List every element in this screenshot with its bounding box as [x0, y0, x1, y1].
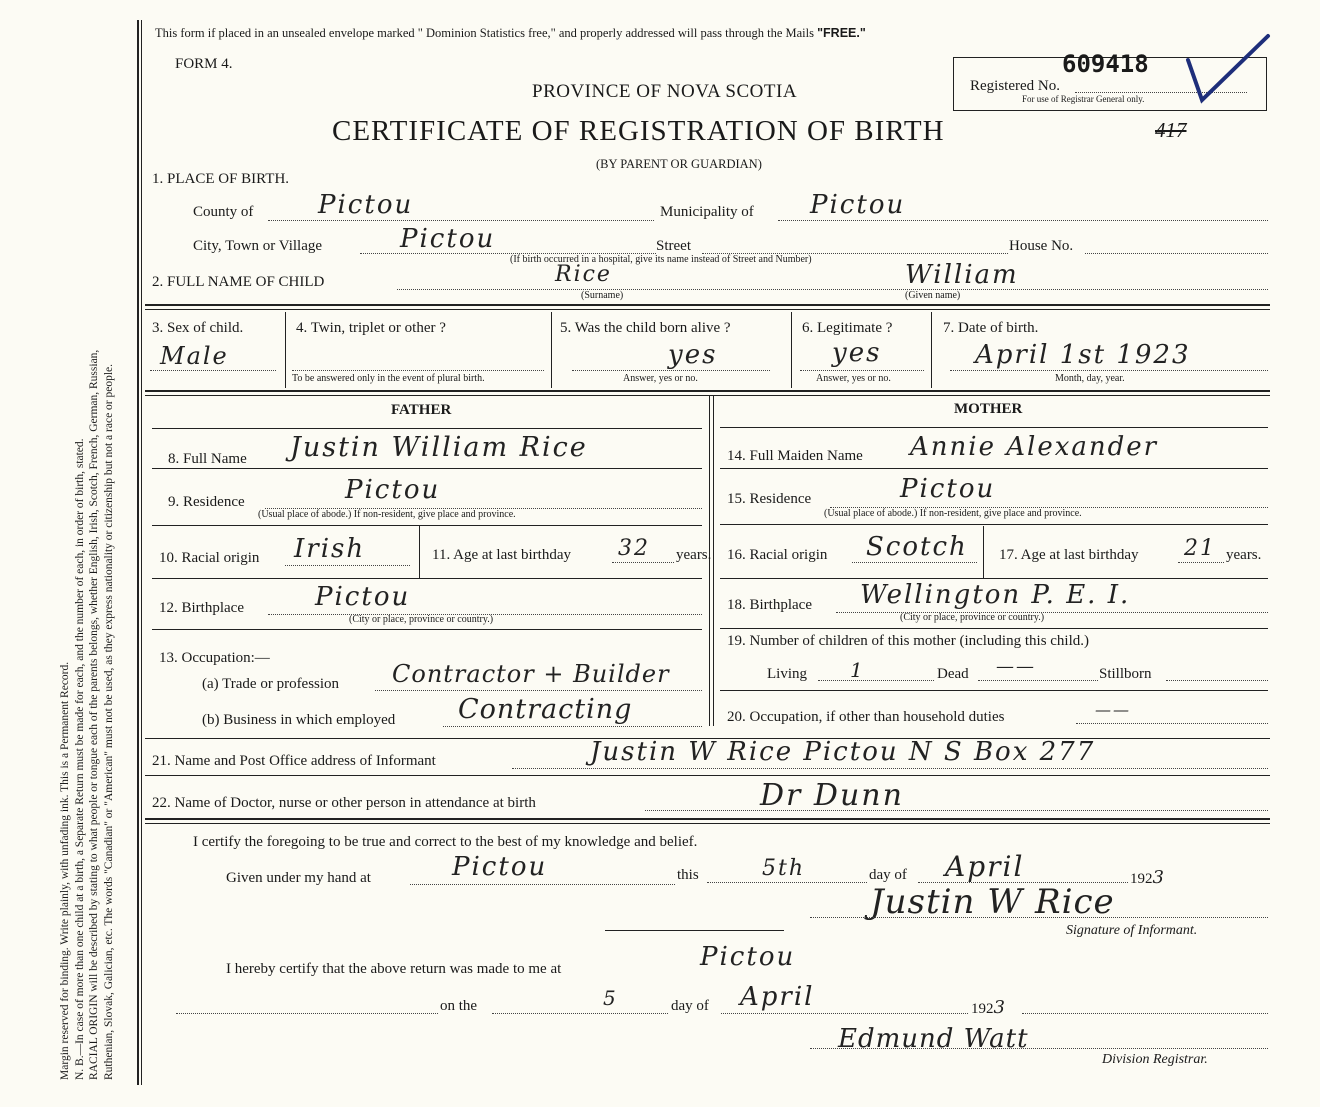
father-business-line	[443, 726, 702, 727]
margin-note-racial: RACIAL ORIGIN will be described by stating to what people or tongue each of the parents belongs, whether English, Irish, Scotch, French, German, Russian,	[88, 349, 100, 1080]
mother-occupation-value: ——	[1095, 700, 1131, 719]
legitimate-caption: Answer, yes or no.	[816, 373, 891, 384]
street-label: Street	[656, 238, 691, 254]
father-name-label: 8. Full Name	[168, 451, 247, 467]
dead-label: Dead	[937, 666, 969, 682]
col-divider	[551, 312, 552, 388]
mother-rule	[720, 524, 1268, 525]
registrar-note: For use of Registrar General only.	[1022, 94, 1145, 104]
sex-value: Male	[160, 342, 229, 370]
mother-rule	[720, 468, 1268, 469]
mail-note-free: "FREE."	[817, 26, 866, 40]
father-age-line	[612, 562, 674, 563]
city-label: City, Town or Village	[193, 238, 323, 254]
born-alive-label: 5. Was the child born alive ?	[560, 320, 731, 336]
page-subtitle: (BY PARENT OR GUARDIAN)	[596, 157, 762, 171]
separator-rule	[605, 930, 784, 931]
given-caption: (Given name)	[905, 290, 961, 301]
doctor-label: 22. Name of Doctor, nurse or other person in attendance at birth	[152, 795, 536, 811]
father-birthplace-label: 12. Birthplace	[159, 600, 244, 616]
registrar-month-value: April	[740, 982, 815, 1012]
day-value: 5th	[762, 856, 806, 881]
parents-divider-inner	[713, 396, 714, 726]
living-label: Living	[767, 666, 807, 682]
given-place-line	[410, 884, 675, 885]
given-place-value: Pictou	[452, 852, 548, 882]
house-label: House No.	[1009, 238, 1074, 254]
father-years: years.	[676, 547, 712, 563]
city-value: Pictou	[400, 224, 496, 254]
mother-birthplace-label: 18. Birthplace	[727, 597, 812, 613]
registrar-day-line	[492, 1013, 668, 1014]
mother-racial-value: Scotch	[866, 532, 968, 562]
mother-name-value: Annie Alexander	[910, 432, 1159, 462]
mother-rule	[720, 427, 1268, 428]
child-name-line	[397, 289, 1268, 290]
registrar-trailing-line	[1022, 1013, 1268, 1014]
sex-label: 3. Sex of child.	[152, 320, 244, 336]
mother-rule	[720, 628, 1268, 629]
section-rule	[145, 304, 1270, 306]
given-label: Given under my hand at	[226, 870, 371, 886]
mother-birthplace-caption: (City or place, province or country.)	[900, 612, 1045, 623]
father-occupation-label: 13. Occupation:—	[159, 650, 270, 666]
registrar-year-label	[971, 997, 1005, 1018]
margin-note-nb: N. B.—In case of more than one child at a birth, a Separate Return must be made for each, and the number of each, in order of birth, stated.	[73, 438, 86, 1080]
province-heading: PROVINCE OF NOVA SCOTIA	[532, 81, 798, 102]
col-divider	[983, 526, 984, 578]
informant-value: Justin W Rice Pictou N S Box 277	[590, 737, 1096, 767]
year-digit: 3	[1152, 867, 1164, 888]
margin-note-binding: Margin reserved for binding. Write plainly, with unfading ink. This is a Permanent Record.	[59, 661, 71, 1080]
legitimate-line	[800, 370, 924, 371]
mother-name-label: 14. Full Maiden Name	[727, 448, 863, 464]
col-divider	[931, 312, 932, 388]
margin-note-racial-cont: Ruthenian, Slovak, Galician, etc. The words "Canadian" or "American" must not be used, as they express nationality or citizenship but not a race or people.	[102, 363, 115, 1080]
hospital-note: (If birth occurred in a hospital, give its name instead of Street and Number)	[510, 254, 812, 265]
registrar-caption: Division Registrar.	[1102, 1052, 1208, 1067]
father-business-label: (b) Business in which employed	[202, 712, 396, 728]
doctor-value: Dr Dunn	[760, 778, 904, 813]
living-value: 1	[850, 658, 865, 682]
month-value: April	[945, 850, 1025, 883]
county-line	[268, 220, 654, 221]
registrar-signature: Edmund Watt	[838, 1024, 1029, 1054]
registrar-statement: I hereby certify that the above return was made to me at	[226, 961, 562, 977]
father-birthplace-caption: (City or place, province or country.)	[349, 614, 494, 625]
dob-value: April 1st 1923	[975, 340, 1191, 370]
mother-racial-line	[852, 562, 977, 563]
signature-line	[810, 917, 1268, 918]
col-divider	[791, 312, 792, 388]
mother-birthplace-value: Wellington P. E. I.	[860, 580, 1131, 610]
year-label	[1130, 867, 1164, 888]
section-rule	[145, 818, 1270, 820]
twin-note: To be answered only in the event of plural birth.	[292, 373, 485, 384]
section-rule-thin	[145, 395, 1270, 396]
mother-rule	[720, 578, 1268, 579]
section-rule	[145, 775, 1270, 776]
father-birthplace-value: Pictou	[315, 582, 411, 612]
mail-note-text: This form if placed in an unsealed envelope marked " Dominion Statistics free," and properly addressed will pass through the Mails	[155, 26, 814, 40]
registered-label: Registered No.	[970, 78, 1060, 94]
page-title: CERTIFICATE OF REGISTRATION OF BIRTH	[332, 115, 945, 147]
father-residence-caption: (Usual place of abode.) If non-resident, give place and province.	[258, 509, 516, 520]
father-business-value: Contracting	[458, 694, 633, 725]
day-line	[707, 882, 867, 883]
mother-rule	[720, 690, 1268, 691]
father-racial-label: 10. Racial origin	[159, 550, 260, 566]
mother-years: years.	[1226, 547, 1262, 563]
struck-mark: 417	[1155, 118, 1187, 142]
registered-number: 609418	[1062, 50, 1149, 78]
mother-residence-value: Pictou	[900, 474, 996, 504]
surname-caption: (Surname)	[581, 290, 624, 301]
legitimate-label: 6. Legitimate ?	[802, 320, 893, 336]
signature-caption: Signature of Informant.	[1066, 923, 1198, 938]
year-prefix: 192	[1130, 871, 1153, 887]
mother-age-label: 17. Age at last birthday	[999, 547, 1139, 563]
registrar-year-prefix: 192	[971, 1001, 994, 1017]
father-rule	[152, 428, 702, 429]
mother-heading: MOTHER	[954, 401, 1023, 417]
child-surname-value: Rice	[555, 262, 612, 287]
dob-line	[950, 370, 1268, 371]
mother-racial-label: 16. Racial origin	[727, 547, 828, 563]
twin-line	[292, 370, 544, 371]
child-name-label: 2. FULL NAME OF CHILD	[152, 274, 325, 290]
on-the-label: on the	[440, 998, 478, 1014]
father-name-value: Justin William Rice	[290, 432, 588, 463]
dead-line	[978, 680, 1098, 681]
father-residence-value: Pictou	[345, 475, 441, 505]
father-rule	[152, 629, 702, 630]
children-count-label: 19. Number of children of this mother (including this child.)	[727, 633, 1090, 649]
father-residence-label: 9. Residence	[168, 494, 245, 510]
mail-note	[155, 26, 866, 41]
place-of-birth-heading: 1. PLACE OF BIRTH.	[152, 171, 290, 187]
county-label: County of	[193, 204, 254, 220]
registrar-signature-line	[810, 1048, 1268, 1049]
born-alive-line	[572, 370, 770, 371]
born-alive-value: yes	[668, 340, 718, 370]
doctor-line	[645, 810, 1268, 811]
dob-label: 7. Date of birth.	[943, 320, 1039, 336]
dob-caption: Month, day, year.	[1055, 373, 1125, 384]
father-age-value: 32	[618, 536, 650, 561]
informant-line	[512, 768, 1268, 769]
father-rule	[152, 525, 702, 526]
father-racial-line	[285, 565, 410, 566]
father-rule	[152, 578, 702, 579]
mother-age-value: 21	[1184, 536, 1216, 561]
binding-rule	[137, 20, 139, 1085]
legitimate-value: yes	[832, 338, 882, 368]
section-rule-thin	[145, 309, 1270, 310]
county-value: Pictou	[318, 190, 414, 220]
living-line	[818, 680, 934, 681]
registrar-day-of-label: day of	[671, 998, 709, 1014]
father-trade-value: Contractor + Builder	[392, 660, 670, 688]
father-rule	[152, 468, 702, 469]
mother-residence-label: 15. Residence	[727, 491, 812, 507]
municipality-line	[778, 220, 1268, 221]
sex-line	[150, 370, 276, 371]
municipality-label: Municipality of	[660, 204, 754, 220]
father-heading: FATHER	[391, 402, 452, 418]
father-age-label: 11. Age at last birthday	[432, 547, 571, 563]
registrar-leading-line	[176, 1013, 438, 1014]
father-racial-value: Irish	[294, 534, 366, 564]
binding-rule-inner	[141, 20, 142, 1085]
margin-notes	[58, 20, 148, 1080]
mother-occupation-label: 20. Occupation, if other than household duties	[727, 709, 1005, 725]
day-of-label: day of	[869, 867, 907, 883]
informant-signature: Justin W Rice	[870, 882, 1115, 922]
section-rule	[145, 390, 1270, 392]
registrar-place-value: Pictou	[700, 942, 796, 972]
house-line	[1085, 253, 1268, 254]
informant-label: 21. Name and Post Office address of Informant	[152, 753, 436, 769]
child-given-value: William	[905, 260, 1019, 290]
stillborn-line	[1166, 680, 1268, 681]
twin-label: 4. Twin, triplet or other ?	[296, 320, 446, 336]
dead-value: ——	[996, 656, 1036, 677]
check-mark-icon	[1180, 30, 1275, 105]
mother-occupation-line	[1076, 723, 1268, 724]
mother-residence-caption: (Usual place of abode.) If non-resident, give place and province.	[824, 508, 1082, 519]
col-divider	[419, 526, 420, 578]
mother-age-line	[1178, 562, 1224, 563]
col-divider	[285, 312, 286, 388]
stillborn-label: Stillborn	[1099, 666, 1152, 682]
this-label: this	[677, 867, 699, 883]
section-rule-thin	[145, 823, 1270, 824]
certification-statement: I certify the foregoing to be true and correct to the best of my knowledge and belief.	[193, 834, 698, 850]
registrar-year-digit: 3	[993, 997, 1005, 1018]
municipality-value: Pictou	[810, 190, 906, 220]
registrar-month-line	[721, 1013, 968, 1014]
registrar-day-value: 5	[603, 986, 618, 1010]
born-alive-caption: Answer, yes or no.	[623, 373, 698, 384]
father-trade-label: (a) Trade or profession	[202, 676, 340, 692]
form-number: FORM 4.	[175, 56, 233, 72]
father-trade-line	[375, 690, 702, 691]
